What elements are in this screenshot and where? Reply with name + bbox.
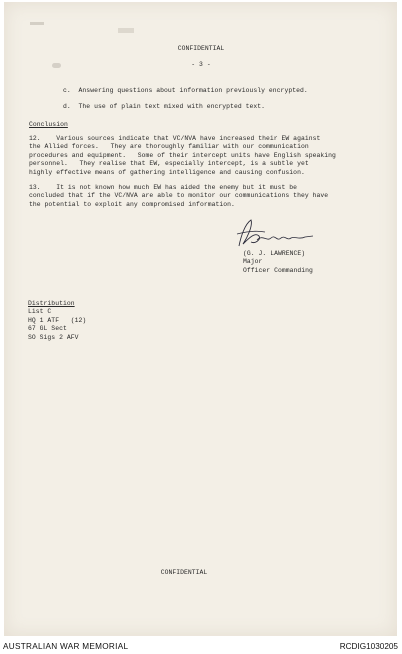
distribution-item: List C <box>28 308 52 316</box>
signatory-name: (G. J. LAWRENCE) <box>243 250 306 257</box>
paragraph-12-line: highly effective means of gathering intelligence and causing confusion. <box>29 168 305 176</box>
classification-footer: CONFIDENTIAL <box>160 569 208 576</box>
page-number: - 3 - <box>191 61 211 68</box>
distribution-item: HQ 1 ATF (12) <box>28 316 87 324</box>
paragraph-13-line: 13. It is not known how much EW has aided the enemy but it must be <box>29 184 298 191</box>
distribution-heading: Distribution <box>28 300 75 307</box>
signatory-title: Officer Commanding <box>243 266 313 274</box>
list-item-d: d. The use of plain text mixed with encrypted text. <box>63 103 266 110</box>
distribution-item: 67 GL Sect <box>28 325 67 333</box>
handwritten-signature <box>233 218 315 252</box>
paragraph-12-line: personnel. They realise that EW, especially intercept, is a subtle yet <box>29 160 309 168</box>
classification-header: CONFIDENTIAL <box>177 45 225 52</box>
paragraph-13-line: concluded that if the VC/NVA are able to monitor our communications they have <box>29 192 329 200</box>
paragraph-12-line: 12. Various sources indicate that VC/NVA have increased their EW against <box>29 135 321 142</box>
paragraph-13-line: the potential to exploit any compromised information. <box>29 200 235 208</box>
archive-reference: RCDIG1030205 <box>339 642 398 651</box>
paragraph-12-line: the Allied forces. They are thoroughly familiar with our communication <box>29 143 309 151</box>
list-item-c: c. Answering questions about information previously encrypted. <box>63 87 308 94</box>
archive-footer-bar <box>0 638 402 654</box>
distribution-item: SO Sigs 2 AFV <box>28 333 79 341</box>
section-heading: Conclusion <box>29 121 68 128</box>
paper-speck <box>118 28 134 33</box>
paragraph-12-line: procedures and equipment. Some of their intercept units have English speaking <box>29 151 336 159</box>
paper-speck <box>30 22 44 25</box>
archive-institution: AUSTRALIAN WAR MEMORIAL <box>3 642 129 651</box>
signatory-rank: Major <box>243 258 263 266</box>
